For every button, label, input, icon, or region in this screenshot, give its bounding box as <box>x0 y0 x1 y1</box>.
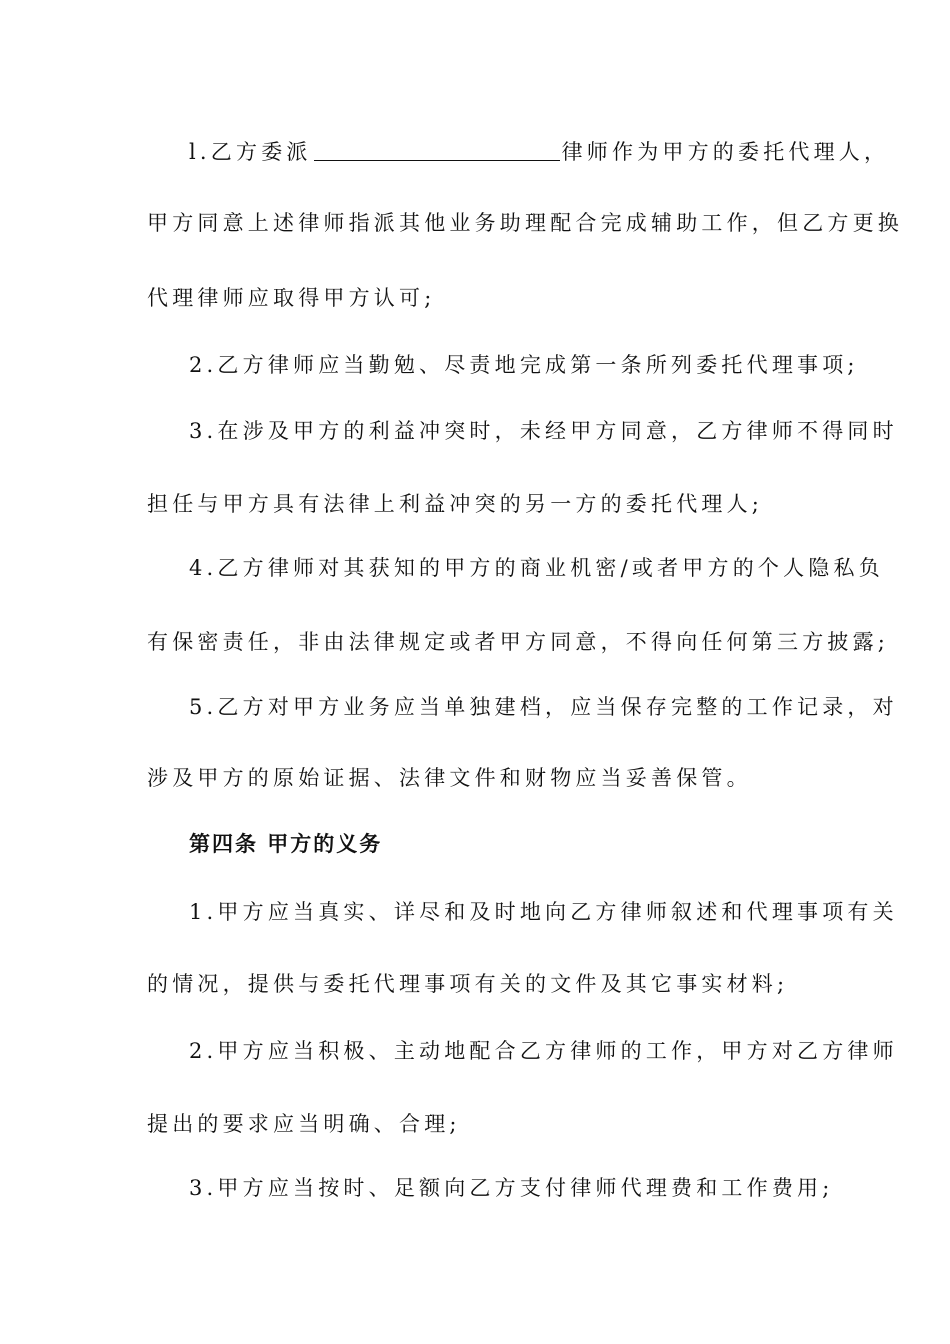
s3-item4-line2: 有保密责任，非由法律规定或者甲方同意，不得向任何第三方披露; <box>147 630 890 654</box>
s3-item1-line1 <box>189 137 890 167</box>
s3-item1-line2: 甲方同意上述律师指派其他业务助理配合完成辅助工作，但乙方更换 <box>147 211 903 235</box>
s4-item2-line1: 2.甲方应当积极、主动地配合乙方律师的工作，甲方对乙方律师 <box>189 1039 898 1063</box>
s4-item2-line2: 提出的要求应当明确、合理; <box>147 1112 461 1136</box>
s3-item1-prefix: l.乙方委派 <box>189 140 312 164</box>
s3-item1-line3: 代理律师应取得甲方认可; <box>147 286 436 310</box>
s3-item5-line2: 涉及甲方的原始证据、法律文件和财物应当妥善保管。 <box>147 766 752 790</box>
s3-item3-line2: 担任与甲方具有法律上利益冲突的另一方的委托代理人; <box>147 492 764 516</box>
s3-item3-line1: 3.在涉及甲方的利益冲突时，未经甲方同意，乙方律师不得同时 <box>189 419 898 443</box>
s3-item4-line1: 4.乙方律师对其获知的甲方的商业机密/或者甲方的个人隐私负 <box>189 556 884 580</box>
s4-item1-line1: 1.甲方应当真实、详尽和及时地向乙方律师叙述和代理事项有关 <box>189 900 898 924</box>
s3-item1-suffix: 律师作为甲方的委托代理人， <box>561 140 890 164</box>
s4-item3-line1: 3.甲方应当按时、足额向乙方支付律师代理费和工作费用; <box>189 1176 834 1200</box>
lawyer-name-blank <box>314 140 560 161</box>
s3-item2-line1: 2.乙方律师应当勤勉、尽责地完成第一条所列委托代理事项; <box>189 353 859 377</box>
s3-item5-line1: 5.乙方对甲方业务应当单独建档，应当保存完整的工作记录，对 <box>189 695 898 719</box>
s4-item1-line2: 的情况，提供与委托代理事项有关的文件及其它事实材料; <box>147 972 789 996</box>
section4-heading: 第四条 甲方的义务 <box>189 831 383 856</box>
